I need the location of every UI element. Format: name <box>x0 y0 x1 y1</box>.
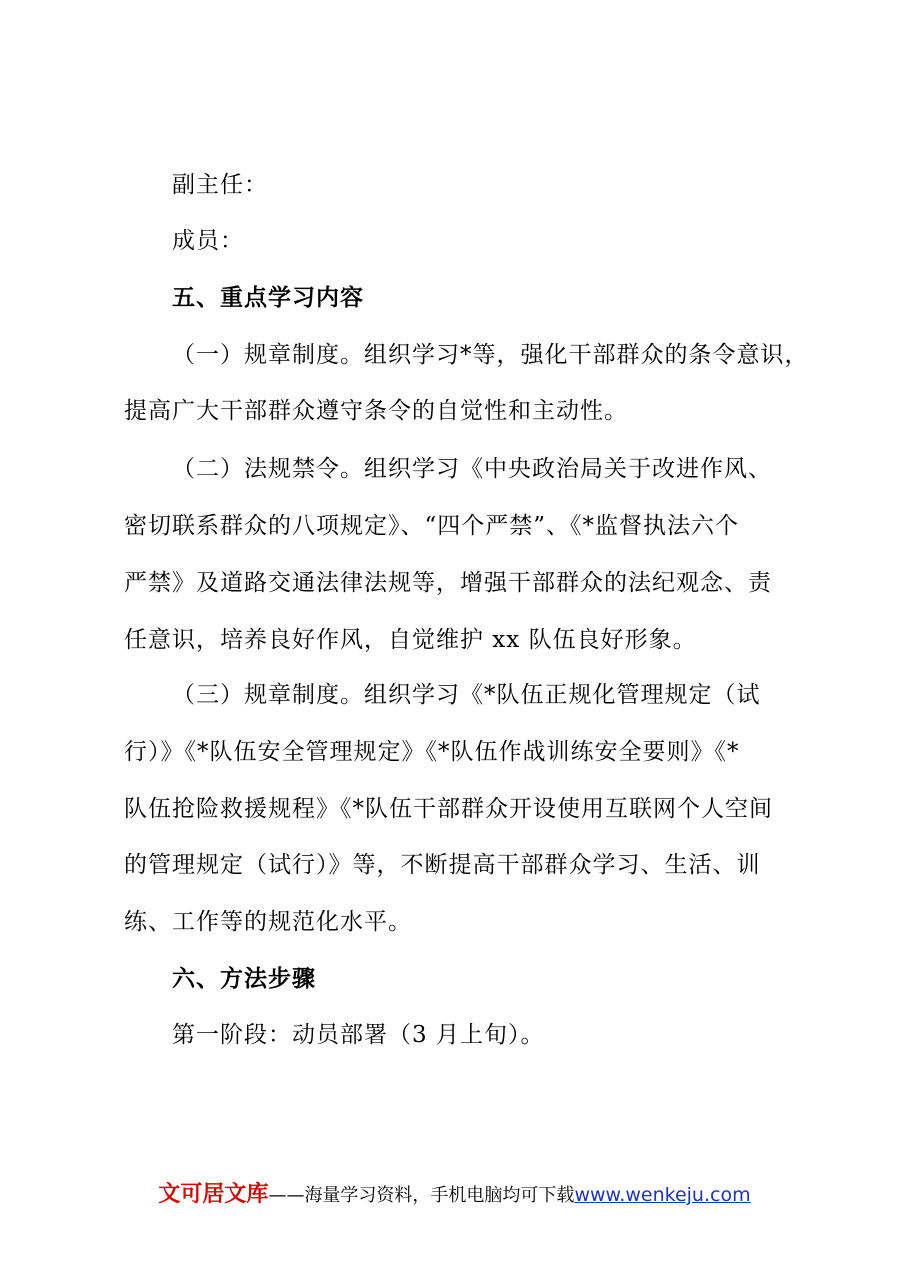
paragraph-3-line-2: 行）》《*队伍安全管理规定》《*队伍作战训练安全要则》《* <box>124 739 740 765</box>
footer-tagline: ——海量学习资料，手机电脑均可下载 <box>268 1185 575 1206</box>
paragraph-2-line-2: 密切联系群众的八项规定》、“四个严禁”、《*监督执法六个 <box>124 513 740 539</box>
paragraph-1-line-1: （一）规章制度。组织学习*等，强化干部群众的条令意识， <box>172 342 809 368</box>
paragraph-3-line-4: 的管理规定（试行）》等，不断提高干部群众学习、生活、训 <box>124 852 761 878</box>
paragraph-2-line-1: （二）法规禁令。组织学习《中央政治局关于改进作风、 <box>172 456 772 482</box>
paragraph-3-line-5: 练、工作等的规范化水平。 <box>124 909 412 935</box>
paragraph-3-line-3: 队伍抢险救援规程》《*队伍干部群众开设使用互联网个人空间 <box>124 796 773 822</box>
text-line-members: 成员： <box>172 228 244 254</box>
paragraph-2-line-4: 任意识，培养良好作风，自觉维护 xx 队伍良好形象。 <box>124 627 697 653</box>
footer-brand-logo: 文可居文库 <box>158 1182 269 1207</box>
text-line-deputy-director: 副主任： <box>172 172 268 198</box>
text-line-phase-one: 第一阶段：动员部署（3 月上旬）。 <box>172 1022 545 1048</box>
paragraph-2-line-3: 严禁》及道路交通法律法规等，增强干部群众的法纪观念、责 <box>124 570 772 596</box>
section-heading-study-content: 五、重点学习内容 <box>172 284 364 311</box>
footer-banner <box>0 1180 909 1211</box>
paragraph-3-line-1: （三）规章制度。组织学习《*队伍正规化管理规定（试 <box>172 682 761 708</box>
paragraph-1-line-2: 提高广大干部群众遵守条令的自觉性和主动性。 <box>124 398 628 424</box>
footer-website-link[interactable]: www.wenkeju.com <box>574 1184 751 1206</box>
section-heading-method-steps: 六、方法步骤 <box>172 965 316 992</box>
